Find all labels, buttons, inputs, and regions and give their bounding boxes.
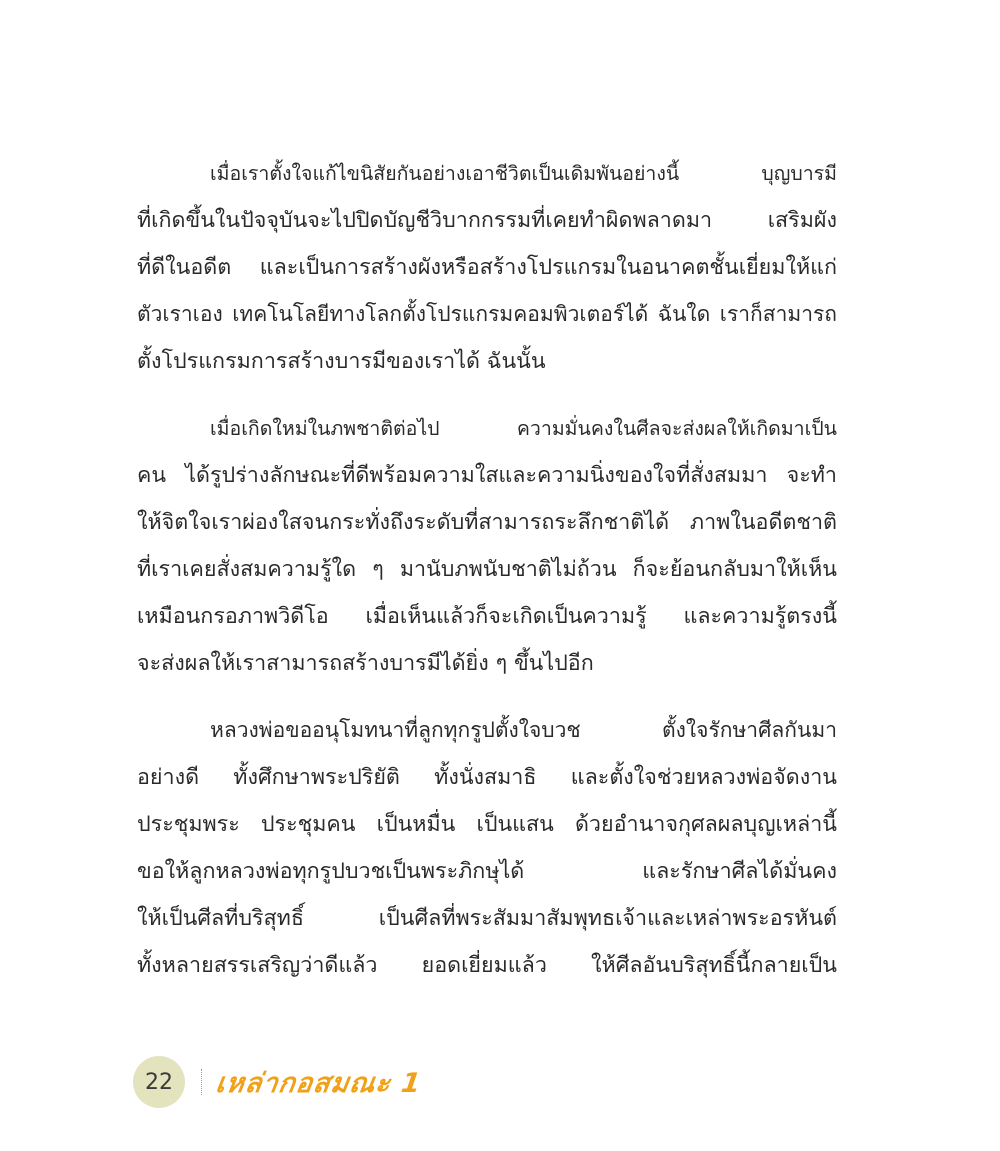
text-line: ขอให้ลูกหลวงพ่อทุกรูปบวชเป็นพระภิกษุได้ และรักษาศีลได้มั่นคง [137,859,837,884]
paragraph-3 [137,707,837,989]
text-line: หลวงพ่อขออนุโมทนาที่ลูกทุกรูปตั้งใจบวช ตั้งใจรักษาศีลกันมา [210,718,837,742]
text-line: อย่างดี ทั้งศึกษาพระปริยัติ ทั้งนั่งสมาธิ และตั้งใจช่วยหลวงพ่อจัดงาน [137,765,837,790]
text-line: เมื่อเกิดใหม่ในภพชาติต่อไป ความมั่นคงในศีลจะส่งผลให้เกิดมาเป็น [210,417,837,440]
text-line: ที่เกิดขึ้นในปัจจุบันจะไปปิดบัญชีวิบากกรรมที่เคยทำผิดพลาดมา เสริมผัง [137,208,837,233]
page-number-badge [133,1056,185,1108]
page-number: 22 [145,1069,173,1095]
text-line: ที่เราเคยสั่งสมความรู้ใด ๆ มานับภพนับชาติไม่ถ้วน ก็จะย้อนกลับมาให้เห็น [137,557,837,582]
footer-divider [201,1069,202,1095]
text-line: ที่ดีในอดีต และเป็นการสร้างผังหรือสร้างโปรแกรมในอนาคตชั้นเยี่ยมให้แก่ [137,255,837,280]
text-line: ตัวเราเอง เทคโนโลยีทางโลกตั้งโปรแกรมคอมพิวเตอร์ได้ ฉันใด เราก็สามารถ [137,302,837,326]
paragraph-1 [137,150,837,385]
paragraph-2 [137,405,837,687]
text-line: เหมือนกรอภาพวิดีโอ เมื่อเห็นแล้วก็จะเกิดเป็นความรู้ และความรู้ตรงนี้ [137,604,837,629]
text-line: ทั้งหลายสรรเสริญว่าดีแล้ว ยอดเยี่ยมแล้ว ให้ศีลอันบริสุทธิ์นี้กลายเป็น [137,953,837,978]
text-line: ให้เป็นศีลที่บริสุทธิ์ เป็นศีลที่พระสัมมาสัมพุทธเจ้าและเหล่าพระอรหันต์ [137,906,837,931]
page-body [137,150,837,989]
page-footer [133,1056,424,1108]
text-line: ให้จิตใจเราผ่องใสจนกระทั่งถึงระดับที่สามารถระลึกชาติได้ ภาพในอดีตชาติ [137,510,837,535]
book-title: เหล่ากอสมณะ 1 [213,1067,424,1099]
text-line: จะส่งผลให้เราสามารถสร้างบารมีได้ยิ่ง ๆ ขึ้นไปอีก [137,651,594,676]
text-line: ประชุมพระ ประชุมคน เป็นหมื่น เป็นแสน ด้วยอำนาจกุศลผลบุญเหล่านี้ [137,812,837,837]
text-line: คน ได้รูปร่างลักษณะที่ดีพร้อมความใสและความนิ่งของใจที่สั่งสมมา จะทำ [137,463,837,488]
text-line: ตั้งโปรแกรมการสร้างบารมีของเราได้ ฉันนั้น [137,349,546,374]
text-line: เมื่อเราตั้งใจแก้ไขนิสัยกันอย่างเอาชีวิตเป็นเดิมพันอย่างนี้ บุญบารมี [210,162,837,185]
